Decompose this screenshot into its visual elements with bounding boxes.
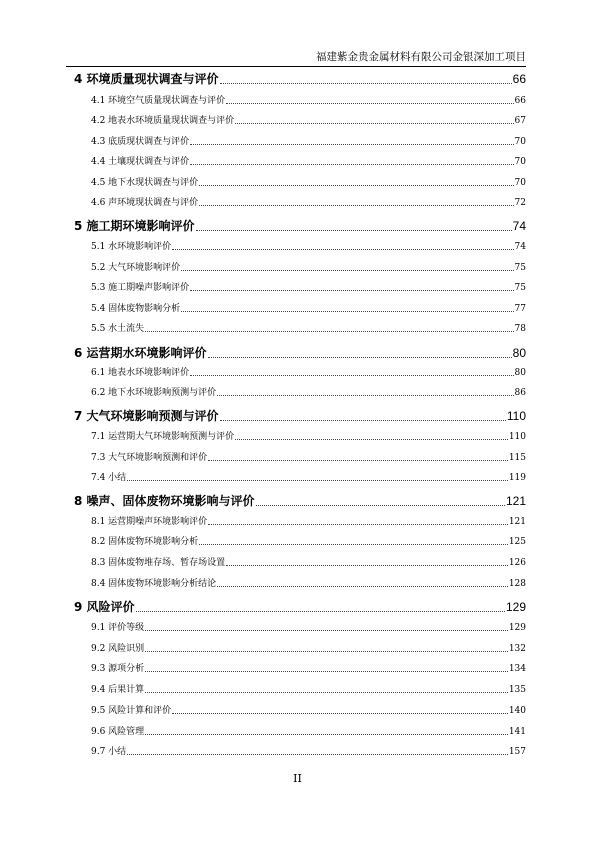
toc-chapter-entry[interactable] bbox=[74, 600, 526, 615]
toc-entry-page: 70 bbox=[514, 178, 526, 188]
toc-entry-title: 9 风险评价 bbox=[74, 600, 135, 614]
dot-leader bbox=[127, 754, 508, 755]
dot-leader bbox=[145, 734, 508, 735]
toc-entry-title: 5 施工期环境影响评价 bbox=[74, 219, 195, 233]
dot-leader bbox=[181, 311, 513, 312]
toc-entry-page: 67 bbox=[514, 116, 526, 126]
toc-entry-page: 129 bbox=[508, 623, 526, 633]
toc-entry-page: 128 bbox=[508, 579, 526, 589]
toc-section-entry[interactable] bbox=[91, 197, 526, 209]
toc-entry-title: 5.1 水环境影响评价 bbox=[91, 242, 172, 252]
toc-entry-title: 4.3 底质现状调查与评价 bbox=[91, 137, 190, 147]
dot-leader bbox=[145, 671, 508, 672]
dot-leader bbox=[208, 524, 508, 525]
toc-entry-title: 4.1 环境空气质量现状调查与评价 bbox=[91, 96, 226, 106]
toc-section-entry[interactable] bbox=[91, 684, 526, 696]
dot-leader bbox=[256, 505, 505, 506]
toc-section-entry[interactable] bbox=[91, 622, 526, 634]
toc-entry-page: 115 bbox=[508, 453, 526, 463]
dot-leader bbox=[127, 480, 508, 481]
toc-entry-page: 86 bbox=[514, 388, 526, 398]
toc-chapter-entry[interactable] bbox=[74, 346, 526, 361]
toc-entry-title: 8.4 固体废物环境影响分析结论 bbox=[91, 579, 217, 589]
toc-entry-title: 9.3 源项分析 bbox=[91, 664, 145, 674]
dot-leader bbox=[172, 249, 513, 250]
toc-section-entry[interactable] bbox=[91, 115, 526, 127]
toc-entry-page: 126 bbox=[508, 558, 526, 568]
dot-leader bbox=[136, 611, 505, 612]
dot-leader bbox=[145, 331, 513, 332]
toc-section-entry[interactable] bbox=[91, 177, 526, 189]
toc-entry-page: 75 bbox=[514, 263, 526, 273]
toc-chapter-entry[interactable] bbox=[74, 409, 526, 424]
toc-section-entry[interactable] bbox=[91, 452, 526, 464]
toc-entry-page: 132 bbox=[508, 644, 526, 654]
toc-entry-page: 121 bbox=[505, 494, 526, 508]
toc-section-entry[interactable] bbox=[91, 746, 526, 758]
toc-entry-title: 4.5 地下水现状调查与评价 bbox=[91, 178, 199, 188]
toc-entry-title: 5.2 大气环境影响评价 bbox=[91, 263, 181, 273]
toc-entry-page: 135 bbox=[508, 685, 526, 695]
dot-leader bbox=[199, 544, 508, 545]
dot-leader bbox=[226, 103, 513, 104]
toc-section-entry[interactable] bbox=[91, 95, 526, 107]
toc-chapter-entry[interactable] bbox=[74, 72, 526, 87]
toc-entry-title: 5.5 水土流失 bbox=[91, 324, 145, 334]
toc-entry-page: 125 bbox=[508, 537, 526, 547]
toc-section-entry[interactable] bbox=[91, 282, 526, 294]
dot-leader bbox=[235, 439, 508, 440]
toc-entry-title: 8.2 固体废物环境影响分析 bbox=[91, 537, 199, 547]
dot-leader bbox=[145, 692, 508, 693]
dot-leader bbox=[145, 630, 508, 631]
toc-entry-title: 9.2 风险识别 bbox=[91, 644, 145, 654]
toc-section-entry[interactable] bbox=[91, 557, 526, 569]
toc-section-entry[interactable] bbox=[91, 663, 526, 675]
page-number: II bbox=[293, 772, 302, 785]
toc-section-entry[interactable] bbox=[91, 303, 526, 315]
toc-entry-page: 66 bbox=[514, 96, 526, 106]
toc-section-entry[interactable] bbox=[91, 241, 526, 253]
toc-section-entry[interactable] bbox=[91, 367, 526, 379]
toc-entry-title: 7.3 大气环境影响预测和评价 bbox=[91, 453, 208, 463]
dot-leader bbox=[199, 185, 513, 186]
toc-entry-page: 157 bbox=[508, 747, 526, 757]
toc-entry-page: 134 bbox=[508, 664, 526, 674]
toc-section-entry[interactable] bbox=[91, 726, 526, 738]
toc-entry-page: 110 bbox=[506, 409, 526, 423]
dot-leader bbox=[235, 123, 513, 124]
toc-section-entry[interactable] bbox=[91, 705, 526, 717]
dot-leader bbox=[217, 586, 508, 587]
toc-entry-title: 8.3 固体废物堆存场、暂存场设置 bbox=[91, 558, 226, 568]
toc-section-entry[interactable] bbox=[91, 262, 526, 274]
dot-leader bbox=[190, 290, 513, 291]
toc-entry-page: 80 bbox=[512, 346, 526, 360]
toc-section-entry[interactable] bbox=[91, 431, 526, 443]
toc-entry-title: 6.1 地表水环境影响评价 bbox=[91, 368, 190, 378]
toc-entry-page: 74 bbox=[514, 242, 526, 252]
toc-entry-title: 9.7 小结 bbox=[91, 747, 127, 757]
dot-leader bbox=[199, 205, 513, 206]
toc-entry-page: 75 bbox=[514, 283, 526, 293]
toc-entry-title: 5.3 施工期噪声影响评价 bbox=[91, 283, 190, 293]
toc-entry-page: 121 bbox=[508, 517, 526, 527]
toc-section-entry[interactable] bbox=[91, 323, 526, 335]
toc-chapter-entry[interactable] bbox=[74, 494, 526, 509]
toc-entry-page: 70 bbox=[514, 137, 526, 147]
dot-leader bbox=[208, 460, 508, 461]
toc-entry-page: 70 bbox=[514, 157, 526, 167]
toc-entry-title: 6.2 地下水环境影响预测与评价 bbox=[91, 388, 217, 398]
toc-section-entry[interactable] bbox=[91, 387, 526, 399]
dot-leader bbox=[190, 164, 513, 165]
toc-entry-title: 4.2 地表水环境质量现状调查与评价 bbox=[91, 116, 235, 126]
toc-entry-title: 9.5 风险计算和评价 bbox=[91, 706, 172, 716]
toc-entry-page: 72 bbox=[514, 198, 526, 208]
dot-leader bbox=[196, 230, 512, 231]
toc-entry-title: 4.6 声环境现状调查与评价 bbox=[91, 198, 199, 208]
toc-entry-page: 129 bbox=[505, 600, 526, 614]
toc-section-entry[interactable] bbox=[91, 472, 526, 484]
dot-leader bbox=[208, 357, 512, 358]
toc-section-entry[interactable] bbox=[91, 516, 526, 528]
toc-entry-title: 9.6 风险管理 bbox=[91, 727, 145, 737]
toc-entry-title: 9.1 评价等级 bbox=[91, 623, 145, 633]
running-header: 福建紫金贵金属材料有限公司金银深加工项目 bbox=[316, 51, 526, 63]
toc-entry-title: 4.4 土壤现状调查与评价 bbox=[91, 157, 190, 167]
toc-entry-page: 140 bbox=[508, 706, 526, 716]
toc-chapter-entry[interactable] bbox=[74, 219, 526, 234]
toc-entry-page: 110 bbox=[508, 432, 526, 442]
toc-entry-title: 9.4 后果计算 bbox=[91, 685, 145, 695]
toc-section-entry[interactable] bbox=[91, 643, 526, 655]
dot-leader bbox=[190, 144, 513, 145]
dot-leader bbox=[145, 651, 508, 652]
toc-entry-page: 66 bbox=[512, 72, 526, 86]
toc-entry-title: 7 大气环境影响预测与评价 bbox=[74, 409, 219, 423]
toc-entry-page: 80 bbox=[514, 368, 526, 378]
toc-entry-page: 74 bbox=[512, 219, 526, 233]
dot-leader bbox=[217, 395, 513, 396]
toc-entry-title: 4 环境质量现状调查与评价 bbox=[74, 72, 219, 86]
toc-section-entry[interactable] bbox=[91, 578, 526, 590]
toc-entry-page: 141 bbox=[508, 727, 526, 737]
toc-entry-title: 5.4 固体废物影响分析 bbox=[91, 304, 181, 314]
toc-section-entry[interactable] bbox=[91, 536, 526, 548]
dot-leader bbox=[220, 83, 512, 84]
toc-section-entry[interactable] bbox=[91, 156, 526, 168]
toc-entry-title: 8 噪声、固体废物环境影响与评价 bbox=[74, 494, 255, 508]
toc-entry-page: 77 bbox=[514, 304, 526, 314]
toc-entry-page: 119 bbox=[508, 473, 526, 483]
dot-leader bbox=[220, 420, 506, 421]
toc-entry-page: 78 bbox=[514, 324, 526, 334]
toc-section-entry[interactable] bbox=[91, 136, 526, 148]
toc-entry-title: 7.1 运营期大气环境影响预测与评价 bbox=[91, 432, 235, 442]
dot-leader bbox=[226, 565, 508, 566]
toc-entry-title: 8.1 运营期噪声环境影响评价 bbox=[91, 517, 208, 527]
dot-leader bbox=[181, 270, 513, 271]
toc-entry-title: 7.4 小结 bbox=[91, 473, 127, 483]
dot-leader bbox=[172, 713, 508, 714]
toc-entry-title: 6 运营期水环境影响评价 bbox=[74, 346, 207, 360]
dot-leader bbox=[190, 375, 513, 376]
